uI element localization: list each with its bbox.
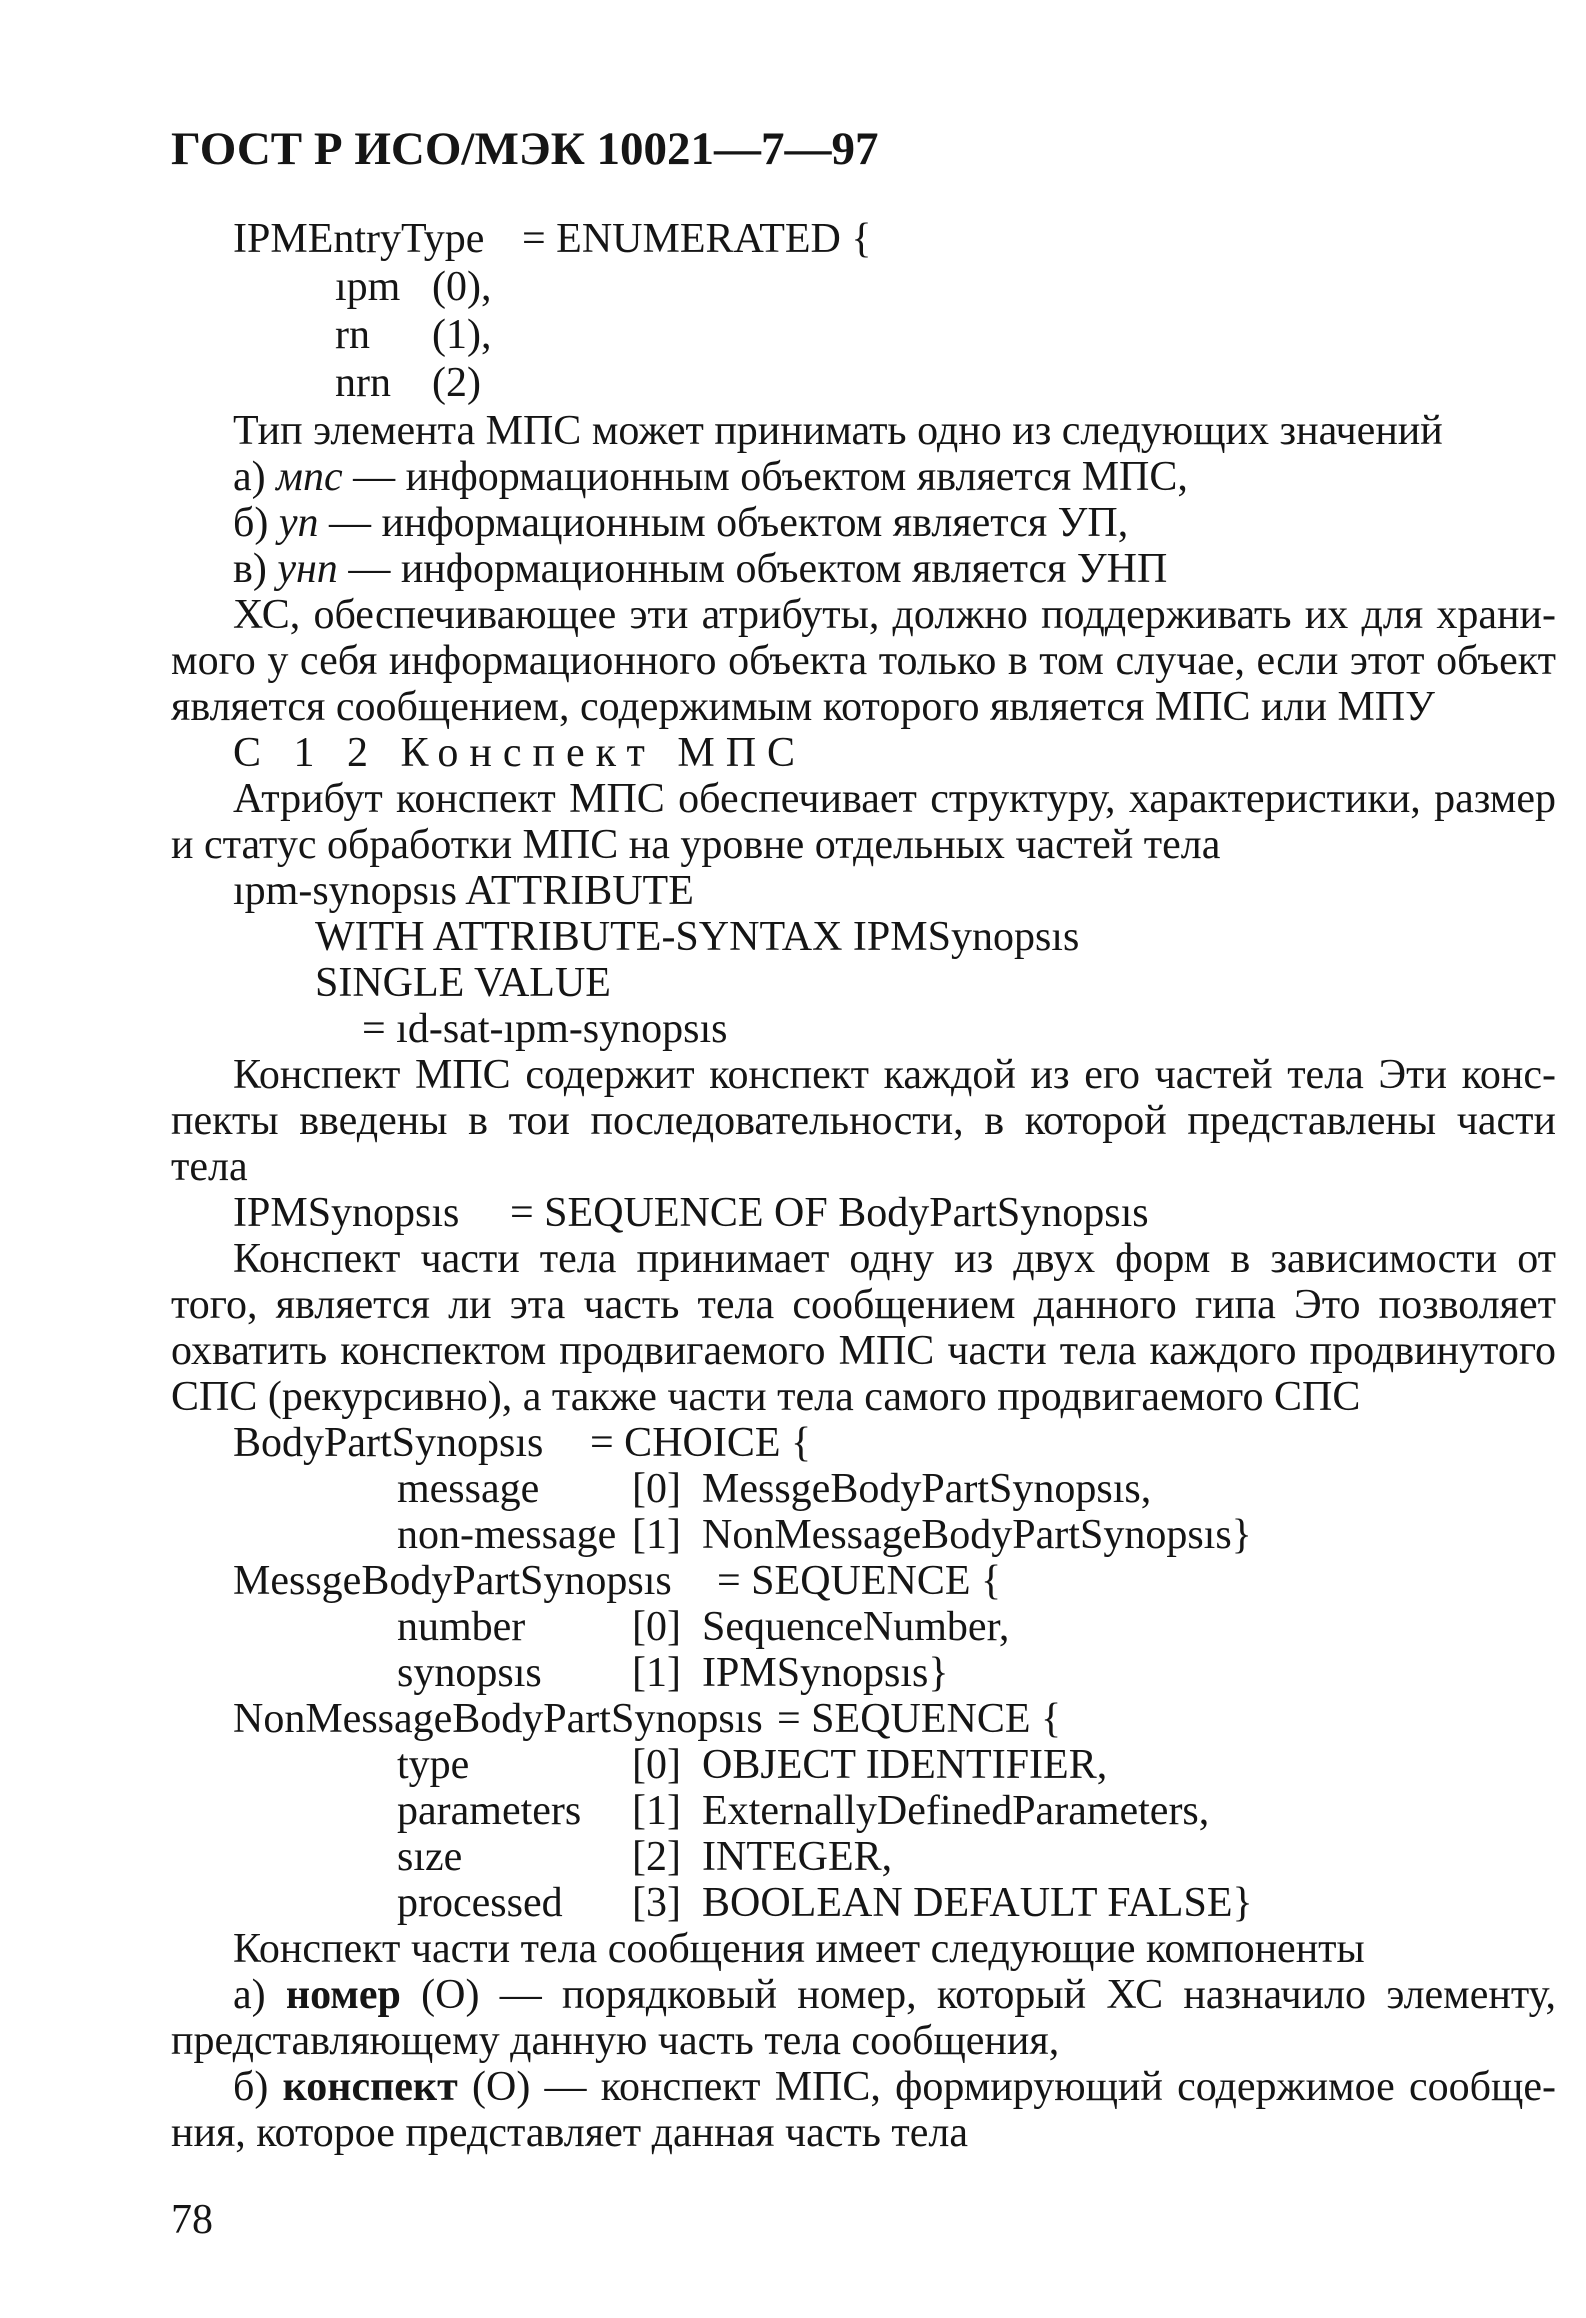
- asn-field-name: sıze: [397, 1834, 463, 1880]
- asn-field-tag: [1]: [632, 1788, 681, 1834]
- asn-type-name: IPMSynopsıs: [233, 1190, 460, 1236]
- asn-field-name: type: [397, 1742, 470, 1788]
- asn-field-type: OBJECT IDENTIFIER,: [702, 1742, 1108, 1788]
- list-item: а) мпс — информационным объектом является МПС,: [233, 454, 1188, 500]
- asn-field-type: NonMessageBodyPartSynopsıs}: [702, 1512, 1252, 1558]
- paragraph-line: того, является ли эта часть тела сообщением данного гипа Это позволяет: [171, 1282, 1556, 1328]
- paragraph-line: является сообщением, содержимым которого является МПС или МПУ: [171, 684, 1435, 730]
- asn-field-type: BOOLEAN DEFAULT FALSE}: [702, 1880, 1253, 1926]
- asn-field-tag: [0]: [632, 1742, 681, 1788]
- enum-id: ıpm: [335, 264, 401, 310]
- list-item: б) уп — информационным объектом является УП,: [233, 500, 1129, 546]
- asn-attribute: WITH ATTRIBUTE-SYNTAX IPMSynopsıs: [315, 914, 1080, 960]
- asn-field-type: ExternallyDefinedParameters,: [702, 1788, 1210, 1834]
- list-item: б) конспект (О) — конспект МПС, формирующий содержимое сообще-: [233, 2064, 1556, 2110]
- page-number: 78: [171, 2197, 213, 2243]
- paragraph-line: Конспект части тела принимает одну из двух форм в зависимости от: [233, 1236, 1556, 1282]
- asn-field-name: number: [397, 1604, 526, 1650]
- asn-field-type: INTEGER,: [702, 1834, 893, 1880]
- asn-field-type: IPMSynopsıs}: [702, 1650, 949, 1696]
- paragraph-line: Конспект части тела сообщения имеет следующие компоненты: [233, 1926, 1365, 1972]
- asn-attribute: = ıd-sat-ıpm-synopsıs: [362, 1006, 728, 1052]
- paragraph-line: Конспект МПС содержит конспект каждой из его частей тела Эти конс-: [233, 1052, 1556, 1098]
- asn-field-tag: [3]: [632, 1880, 681, 1926]
- asn-field-name: message: [397, 1466, 540, 1512]
- asn-type-name: BodyPartSynopsıs: [233, 1420, 544, 1466]
- paragraph-line: СПС (рекурсивно), а также части тела самого продвигаемого СПС: [171, 1374, 1361, 1420]
- asn-field-name: non-message: [397, 1512, 617, 1558]
- asn-assignment: = SEQUENCE {: [777, 1696, 1062, 1742]
- enum-value: (1),: [432, 312, 492, 358]
- paragraph-line: Атрибут конспект МПС обеспечивает структуру, характеристики, размер: [233, 776, 1556, 822]
- asn-assignment: = ENUMERATED {: [522, 216, 872, 262]
- paragraph-line: охватить конспектом продвигаемого МПС части тела каждого продвинутого: [171, 1328, 1556, 1374]
- paragraph-line: пекты введены в тои последовательности, в которой представлены части: [171, 1098, 1556, 1144]
- paragraph-line: тела: [171, 1144, 248, 1190]
- asn-field-tag: [2]: [632, 1834, 681, 1880]
- page-header: ГОСТ Р ИСО/МЭК 10021—7—97: [171, 123, 879, 175]
- enum-id: nrn: [335, 360, 391, 406]
- list-item: в) унп — информационным объектом является УНП: [233, 546, 1168, 592]
- asn-field-tag: [1]: [632, 1650, 681, 1696]
- asn-type-name: MessgeBodyPartSynopsıs: [233, 1558, 672, 1604]
- asn-type-name: IPMEntryType: [233, 216, 485, 262]
- asn-field-name: processed: [397, 1880, 563, 1926]
- asn-field-tag: [0]: [632, 1604, 681, 1650]
- section-heading: С 1 2 Конспект МПС: [233, 730, 807, 776]
- asn-field-name: parameters: [397, 1788, 582, 1834]
- asn-field-type: MessgeBodyPartSynopsıs,: [702, 1466, 1152, 1512]
- enum-value: (2): [432, 360, 481, 406]
- paragraph-line: представляющему данную часть тела сообщения,: [171, 2018, 1060, 2064]
- paragraph-line: ХС, обеспечивающее эти атрибуты, должно поддерживать их для храни-: [233, 592, 1556, 638]
- asn-field-tag: [0]: [632, 1466, 681, 1512]
- asn-field-tag: [1]: [632, 1512, 681, 1558]
- asn-assignment: = SEQUENCE {: [717, 1558, 1002, 1604]
- enum-value: (0),: [432, 264, 492, 310]
- paragraph-line: Тип элемента МПС может принимать одно из следующих значений: [233, 408, 1443, 454]
- paragraph-line: и статус обработки МПС на уровне отдельных частей тела: [171, 822, 1221, 868]
- paragraph-line: мого у себя информационного объекта только в том случае, если этот объект: [171, 638, 1556, 684]
- asn-field-type: SequenceNumber,: [702, 1604, 1010, 1650]
- paragraph-line: ния, которое представляет данная часть тела: [171, 2110, 969, 2156]
- asn-field-name: synopsıs: [397, 1650, 542, 1696]
- asn-type-name: NonMessageBodyPartSynopsıs: [233, 1696, 763, 1742]
- asn-attribute: ıpm-synopsıs ATTRIBUTE: [233, 868, 694, 914]
- asn-assignment: = SEQUENCE OF BodyPartSynopsıs: [510, 1190, 1149, 1236]
- asn-assignment: = CHOICE {: [590, 1420, 812, 1466]
- asn-attribute: SINGLE VALUE: [315, 960, 611, 1006]
- enum-id: rn: [335, 312, 370, 358]
- list-item: а) номер (О) — порядковый номер, который ХС назначило элементу,: [233, 1972, 1556, 2018]
